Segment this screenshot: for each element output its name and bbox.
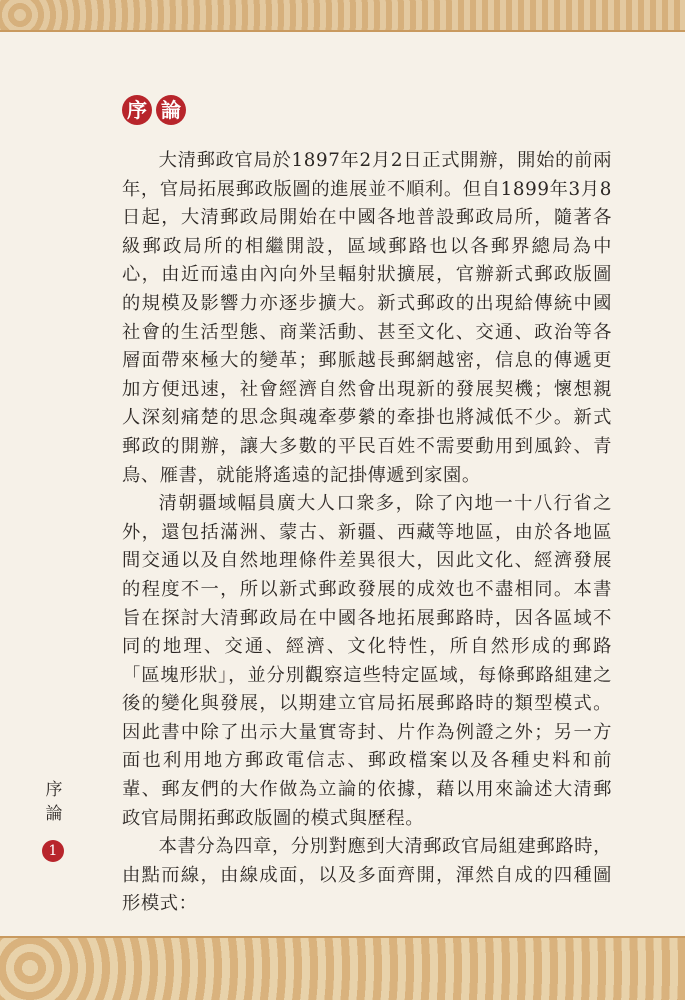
page-number-badge: 1 — [42, 840, 64, 862]
top-band-rule — [0, 30, 685, 32]
heading-char-seal: 序 — [122, 95, 152, 125]
top-decorative-band — [0, 0, 685, 30]
side-label-char: 論 — [45, 804, 63, 824]
paragraph: 本書分為四章，分別對應到大清郵政官局組建郵路時，由點而線，由線成面，以及多面齊開，渾然自成的四種圖形模式： — [122, 836, 612, 915]
body-text — [122, 147, 612, 919]
side-chapter-label — [44, 778, 64, 826]
section-heading — [122, 95, 186, 125]
side-label-char: 序 — [45, 780, 63, 800]
heading-char-seal: 論 — [156, 95, 186, 125]
paragraph: 清朝疆域幅員廣大人口衆多，除了內地一十八行省之外，還包括滿洲、蒙古、新疆、西藏等地區，由於各地區間交通以及自然地理條件差異很大，因此文化、經濟發展的程度不一，所以新式郵政發展的成效也不盡相同。本書旨在探討大清郵政局在中國各地拓展郵路時，因各區域不同的地理、交通、經濟、文化特性，所自然形成的郵路「區塊形狀」，並分別觀察這些特定區域，每條郵路組建之後的變化與發展，以期建立官局拓展郵路時的類型模式。因此書中除了出示大量實寄封、片作為例證之外；另一方面也利用地方郵政電信志、郵政檔案以及各種史料和前輩、郵友們的大作做為立論的依據，藉以用來論述大清郵政官局開拓郵政版圖的模式與歷程。 — [122, 493, 612, 829]
paragraph: 大清郵政官局於1897年2月2日正式開辦，開始的前兩年，官局拓展郵政版圖的進展並不順利。但自1899年3月8日起，大清郵政局開始在中國各地普設郵政局所，隨著各級郵政局所的相繼開設，區域郵路也以各郵界總局為中心，由近而遠由內向外呈輻射狀擴展，官辦新式郵政版圖的規模及影響力亦逐步擴大。新式郵政的出現給傳統中國社會的生活型態、商業活動、甚至文化、交通、政治等各層面帶來極大的變革；郵脈越長郵網越密，信息的傳遞更加方便迅速，社會經濟自然會出現新的發展契機；懷想親人深刻痛楚的思念與魂牽夢縈的牽掛也將減低不少。新式郵政的開辦，讓大多數的平民百姓不需要動用到風鈴、青鳥、雁書，就能將遙遠的記掛傳遞到家園。 — [122, 150, 612, 486]
bottom-decorative-band — [0, 938, 685, 1000]
